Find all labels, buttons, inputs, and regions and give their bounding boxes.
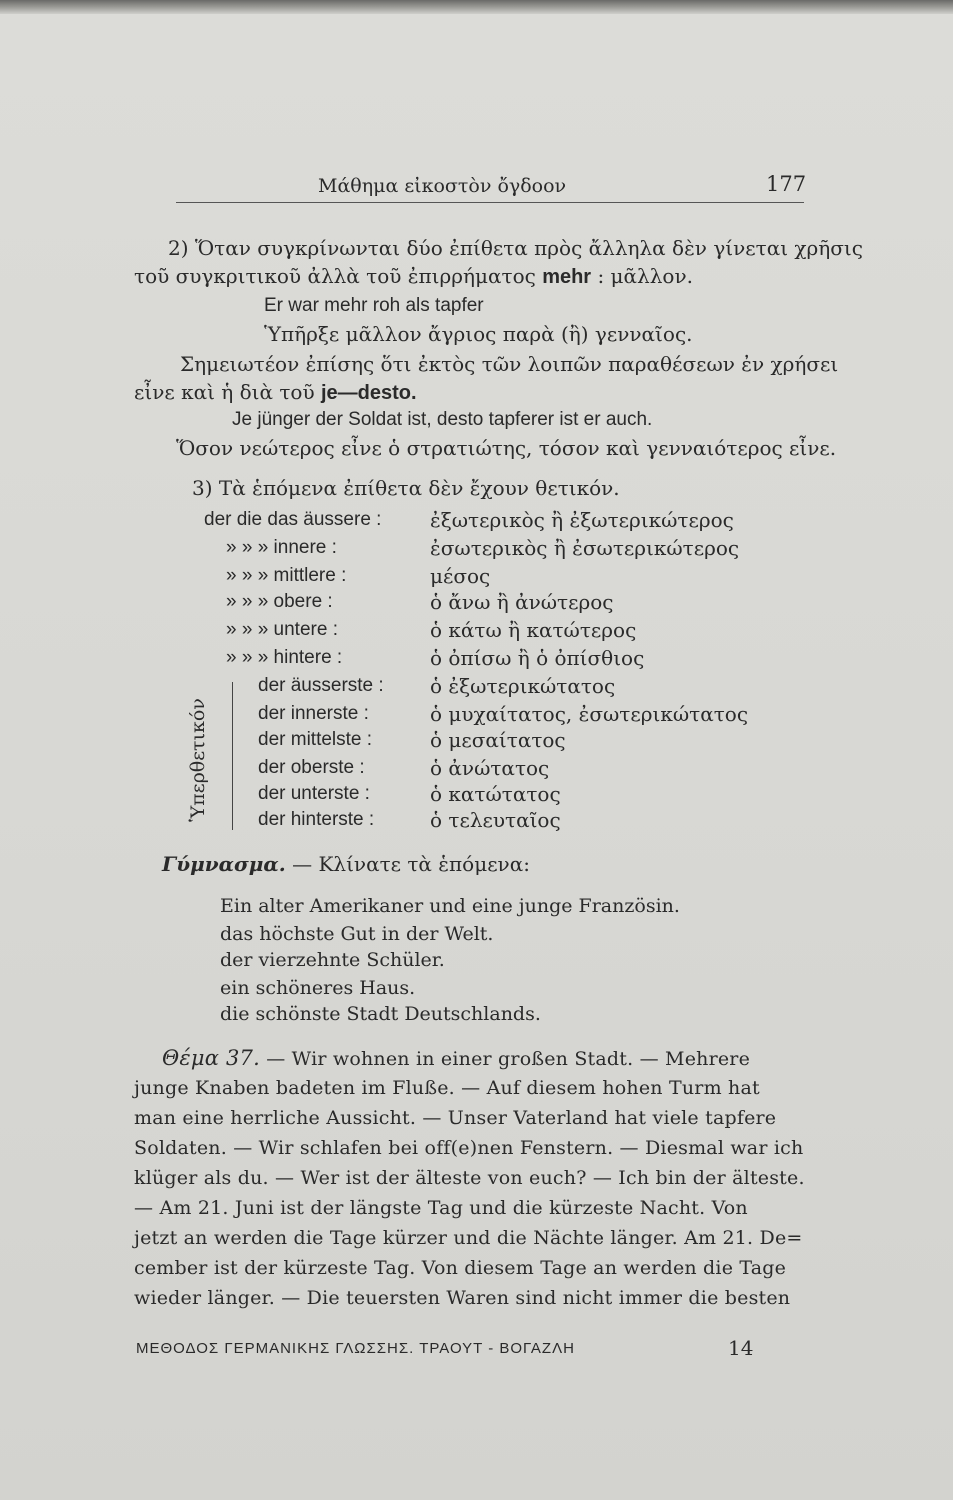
comp-gr-3: ὁ ἄνω ἢ ἀνώτερος <box>430 590 614 614</box>
sup-gr-1: ὁ μυχαίτατος, ἐσωτερικώτατος <box>430 702 749 726</box>
comp-de-1: » » » innere : <box>226 537 337 558</box>
comp-gr-0: ἐξωτερικὸς ἢ ἐξωτερικώτερος <box>430 508 734 532</box>
comp-de-0: der die das äussere : <box>204 509 382 530</box>
theme-line-6: jetzt an werden die Tage kürzer und die Nächte länger. Am 21. De= <box>134 1227 803 1249</box>
theme-line-4: klüger als du. — Wer ist der älteste von euch? — Ich bin der älteste. <box>134 1167 805 1189</box>
exercise-instruction: — Κλίνατε τὰ ἑπόμενα: <box>285 852 530 876</box>
exercise-line-0: Ein alter Amerikaner und eine junge Französin. <box>220 895 680 917</box>
para2-line2 <box>134 264 693 289</box>
theme-line-3: Soldaten. — Wir schlafen bei off(e)nen Fenstern. — Diesmal war ich <box>134 1137 804 1159</box>
sup-de-0: der äusserste : <box>258 675 384 696</box>
sup-de-2: der mittelste : <box>258 729 373 750</box>
superlative-label: Ὑπερθετικόν <box>187 698 209 822</box>
sup-gr-0: ὁ ἐξωτερικώτατος <box>430 674 616 698</box>
theme-line-5: — Am 21. Juni ist der längste Tag und die kürzeste Nacht. Von <box>134 1197 748 1219</box>
comp-gr-2: μέσος <box>430 564 491 588</box>
keyword-mehr: mehr <box>542 266 592 288</box>
theme-line-1: junge Knaben badeten im Fluße. — Auf diesem hohen Turm hat <box>134 1077 760 1099</box>
sup-gr-5: ὁ τελευταῖος <box>430 808 561 832</box>
theme-line-0-text: — Wir wohnen in einer großen Stadt. — Mehrere <box>260 1048 751 1070</box>
comp-de-2: » » » mittlere : <box>226 565 347 586</box>
comp-de-5: » » » hintere : <box>226 647 343 668</box>
superlative-bracket <box>232 682 239 830</box>
note-line2 <box>134 380 417 405</box>
header-rule <box>176 202 804 203</box>
keyword-je-desto: je—desto. <box>321 382 417 404</box>
sup-gr-2: ὁ μεσαίτατος <box>430 728 566 752</box>
example-2-gr: Ὅσον νεώτερος εἶνε ὁ στρατιώτης, τόσον καὶ γενναιότερος εἶνε. <box>176 436 837 460</box>
theme-label: Θέμα 37. <box>162 1046 260 1070</box>
comp-gr-5: ὁ ὀπίσω ἢ ὁ ὀπίσθιος <box>430 646 645 670</box>
sup-de-1: der innerste : <box>258 703 369 724</box>
theme-line-2: man eine herrliche Aussicht. — Unser Vaterland hat viele tapfere <box>134 1107 777 1129</box>
page-number: 177 <box>766 172 807 196</box>
exercise-line-2: der vierzehnte Schüler. <box>220 949 445 971</box>
example-1-de: Er war mehr roh als tapfer <box>264 295 484 316</box>
para2-line1: 2) Ὅταν συγκρίνωνται δύο ἐπίθετα πρὸς ἄλληλα δὲν γίνεται χρῆσις <box>168 236 863 260</box>
theme-line-7: cember ist der kürzeste Tag. Von diesem Tage an werden die Tage <box>134 1257 787 1279</box>
running-head: Μάθημα εἰκοστὸν ὄγδοον <box>318 175 567 197</box>
theme-line-8: wieder länger. — Die teuersten Waren sind nicht immer die besten <box>134 1287 791 1309</box>
sup-de-4: der unterste : <box>258 783 370 804</box>
exercise-line-1: das höchste Gut in der Welt. <box>220 923 494 945</box>
comp-de-3: » » » obere : <box>226 591 333 612</box>
sheet-number: 14 <box>728 1336 754 1360</box>
para2-line2-text: τοῦ συγκριτικοῦ ἀλλὰ τοῦ ἐπιρρήματος <box>134 264 543 288</box>
exercise-line-3: ein schöneres Haus. <box>220 977 416 999</box>
exercise-heading <box>162 852 530 876</box>
note-line2-text: εἶνε καὶ ἡ διὰ τοῦ <box>134 380 321 404</box>
scan-edge <box>0 0 953 14</box>
sup-gr-3: ὁ ἀνώτατος <box>430 756 550 780</box>
example-2-de: Je jünger der Soldat ist, desto tapferer ist er auch. <box>232 409 653 430</box>
exercise-line-4: die schönste Stadt Deutschlands. <box>220 1003 541 1025</box>
sup-de-5: der hinterste : <box>258 809 375 830</box>
example-1-gr: Ὑπῆρξε μᾶλλον ἄγριος παρὰ (ἢ) γενναῖος. <box>264 322 693 346</box>
exercise-label: Γύμνασμα. <box>162 852 286 876</box>
comp-gr-1: ἐσωτερικὸς ἢ ἐσωτερικώτερος <box>430 536 740 560</box>
theme-line-0 <box>162 1046 750 1071</box>
sup-de-3: der oberste : <box>258 757 365 778</box>
footer-signature: ΜΕΘΟΔΟΣ ΓΕΡΜΑΝΙΚΗΣ ΓΛΩΣΣΗΣ. ΤΡΑΟΥΤ - ΒΟΓΑΖΛΗ <box>136 1340 575 1357</box>
comp-gr-4: ὁ κάτω ἢ κατώτερος <box>430 618 637 642</box>
para2-line2-end: : μᾶλλον. <box>591 264 693 288</box>
para3-line1: 3) Τὰ ἑπόμενα ἐπίθετα δὲν ἔχουν θετικόν. <box>192 476 620 500</box>
sup-gr-4: ὁ κατώτατος <box>430 782 561 806</box>
note-line1: Σημειωτέον ἐπίσης ὅτι ἐκτὸς τῶν λοιπῶν παραθέσεων ἐν χρήσει <box>180 352 839 376</box>
comp-de-4: » » » untere : <box>226 619 338 640</box>
